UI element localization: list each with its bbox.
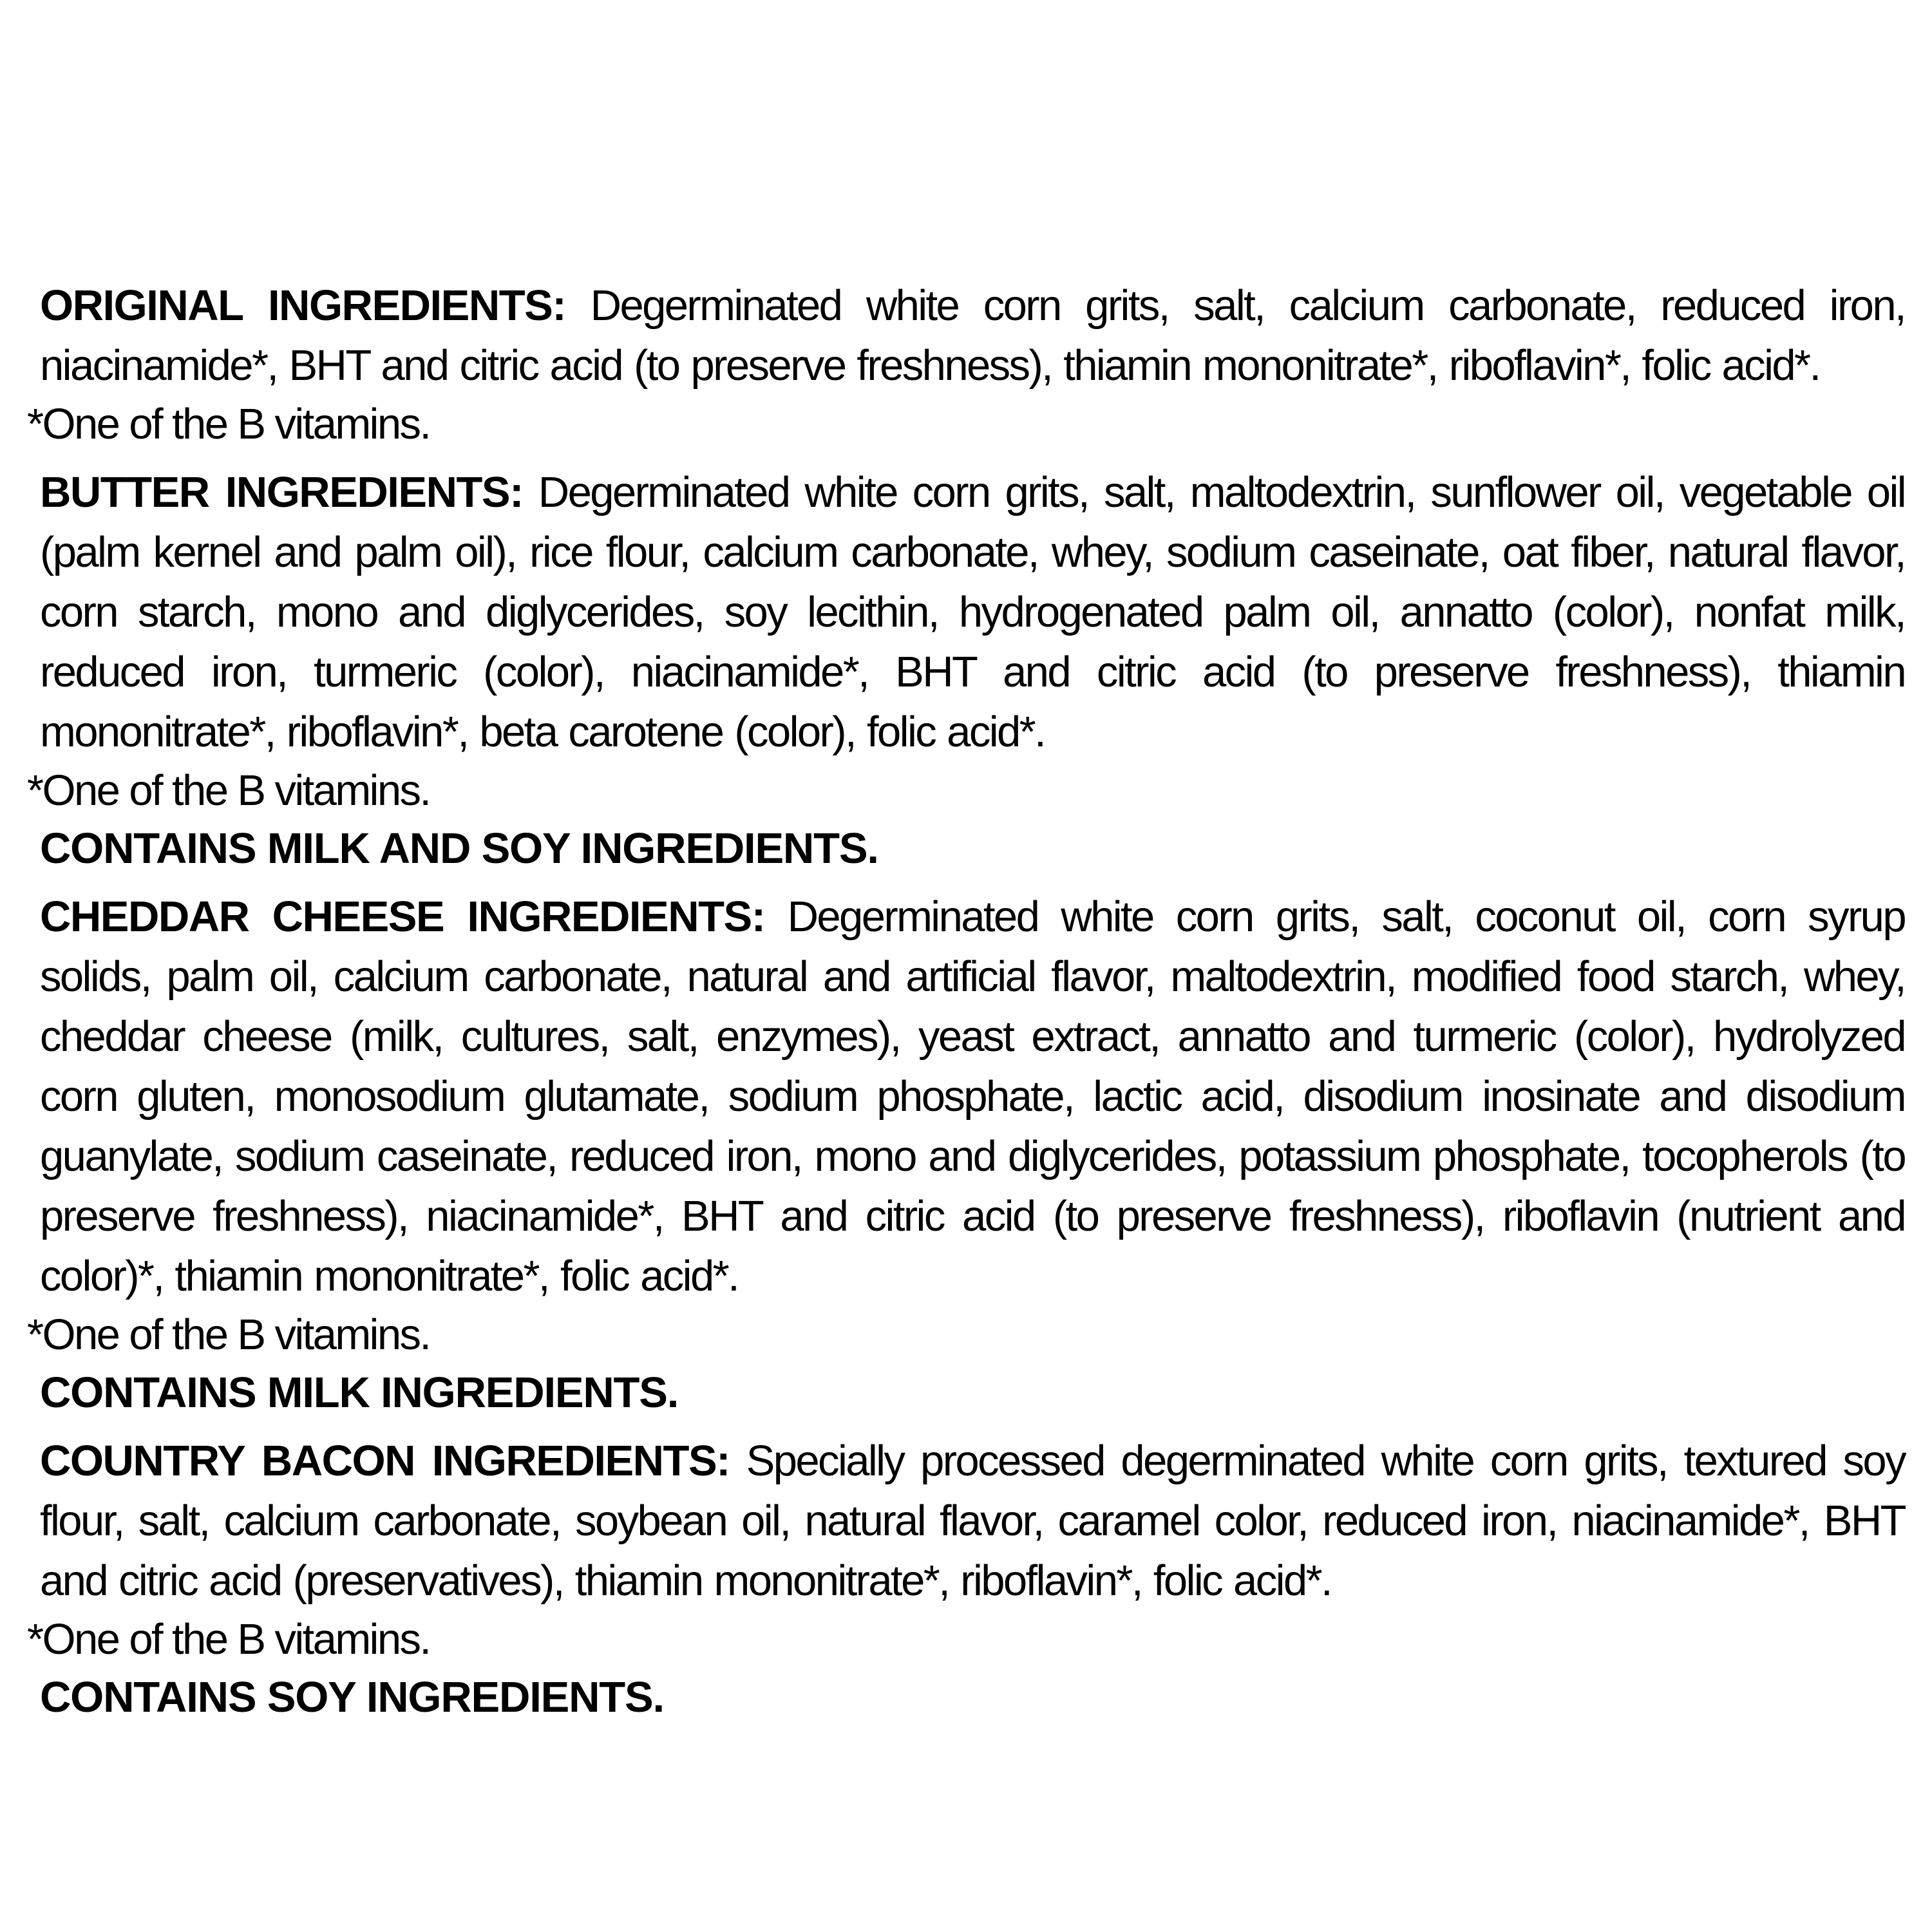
butter-ingredients-label: BUTTER INGREDIENTS: <box>40 468 523 516</box>
original-ingredients-paragraph <box>37 276 1905 395</box>
butter-vitamin-footnote: *One of the B vitamins. <box>27 766 430 815</box>
country-bacon-ingredients-label: COUNTRY BACON INGREDIENTS: <box>40 1437 730 1485</box>
country-bacon-allergen-statement: CONTAINS SOY INGREDIENTS. <box>40 1673 664 1721</box>
original-ingredients-label: ORIGINAL INGREDIENTS: <box>40 281 566 330</box>
country-bacon-ingredients-text: Specially processed degerminated white corn grits, textured soy flour, salt, calcium carbonate, soybean oil, natural flavor, caramel color, reduced iron, niacinamide*, BHT and citric acid (preservatives), thiamin mononitrate*, riboflavin*, folic acid*. <box>40 1437 1905 1605</box>
country-bacon-vitamin-footnote: *One of the B vitamins. <box>27 1615 430 1663</box>
cheddar-cheese-allergen-statement: CONTAINS MILK INGREDIENTS. <box>40 1368 679 1417</box>
original-ingredients-text: Degerminated white corn grits, salt, calcium carbonate, reduced iron, niacinamide*, BHT and citric acid (to preserve freshness), thiamin mononitrate*, riboflavin*, folic acid*. <box>40 281 1905 390</box>
cheddar-cheese-ingredients-paragraph <box>37 887 1905 1306</box>
cheddar-cheese-vitamin-footnote: *One of the B vitamins. <box>27 1311 430 1359</box>
butter-ingredients-paragraph <box>37 462 1905 762</box>
cheddar-cheese-ingredients-label: CHEDDAR CHEESE INGREDIENTS: <box>40 893 765 941</box>
butter-ingredients-section <box>27 462 1906 878</box>
butter-allergen-statement: CONTAINS MILK AND SOY INGREDIENTS. <box>40 824 878 873</box>
country-bacon-ingredients-section <box>27 1431 1905 1727</box>
cheddar-cheese-ingredients-section <box>27 887 1905 1422</box>
original-ingredients-section <box>27 276 1905 453</box>
ingredients-panel <box>27 276 1906 1736</box>
country-bacon-ingredients-paragraph <box>37 1431 1905 1611</box>
butter-ingredients-text: Degerminated white corn grits, salt, maltodextrin, sunflower oil, vegetable oil (palm kernel and palm oil), rice flour, calcium carbonate, whey, sodium caseinate, oat fiber, natural flavor, corn starch, mono and diglycerides, soy lecithin, hydrogenated palm oil, annatto (color), nonfat milk, reduced iron, turmeric (color), niacinamide*, BHT and citric acid (to preserve freshness), thiamin mononitrate*, riboflavin*, beta carotene (color), folic acid*. <box>40 468 1906 756</box>
cheddar-cheese-ingredients-text: Degerminated white corn grits, salt, coconut oil, corn syrup solids, palm oil, calcium carbonate, natural and artificial flavor, maltodextrin, modified food starch, whey, cheddar cheese (milk, cultures, salt, enzymes), yeast extract, annatto and turmeric (color), hydrolyzed corn gluten, monosodium glutamate, sodium phosphate, lactic acid, disodium inosinate and disodium guanylate, sodium caseinate, reduced iron, mono and diglycerides, potassium phosphate, tocopherols (to preserve freshness), niacinamide*, BHT and citric acid (to preserve freshness), riboflavin (nutrient and color)*, thiamin mononitrate*, folic acid*. <box>40 893 1905 1300</box>
original-vitamin-footnote: *One of the B vitamins. <box>27 400 430 448</box>
